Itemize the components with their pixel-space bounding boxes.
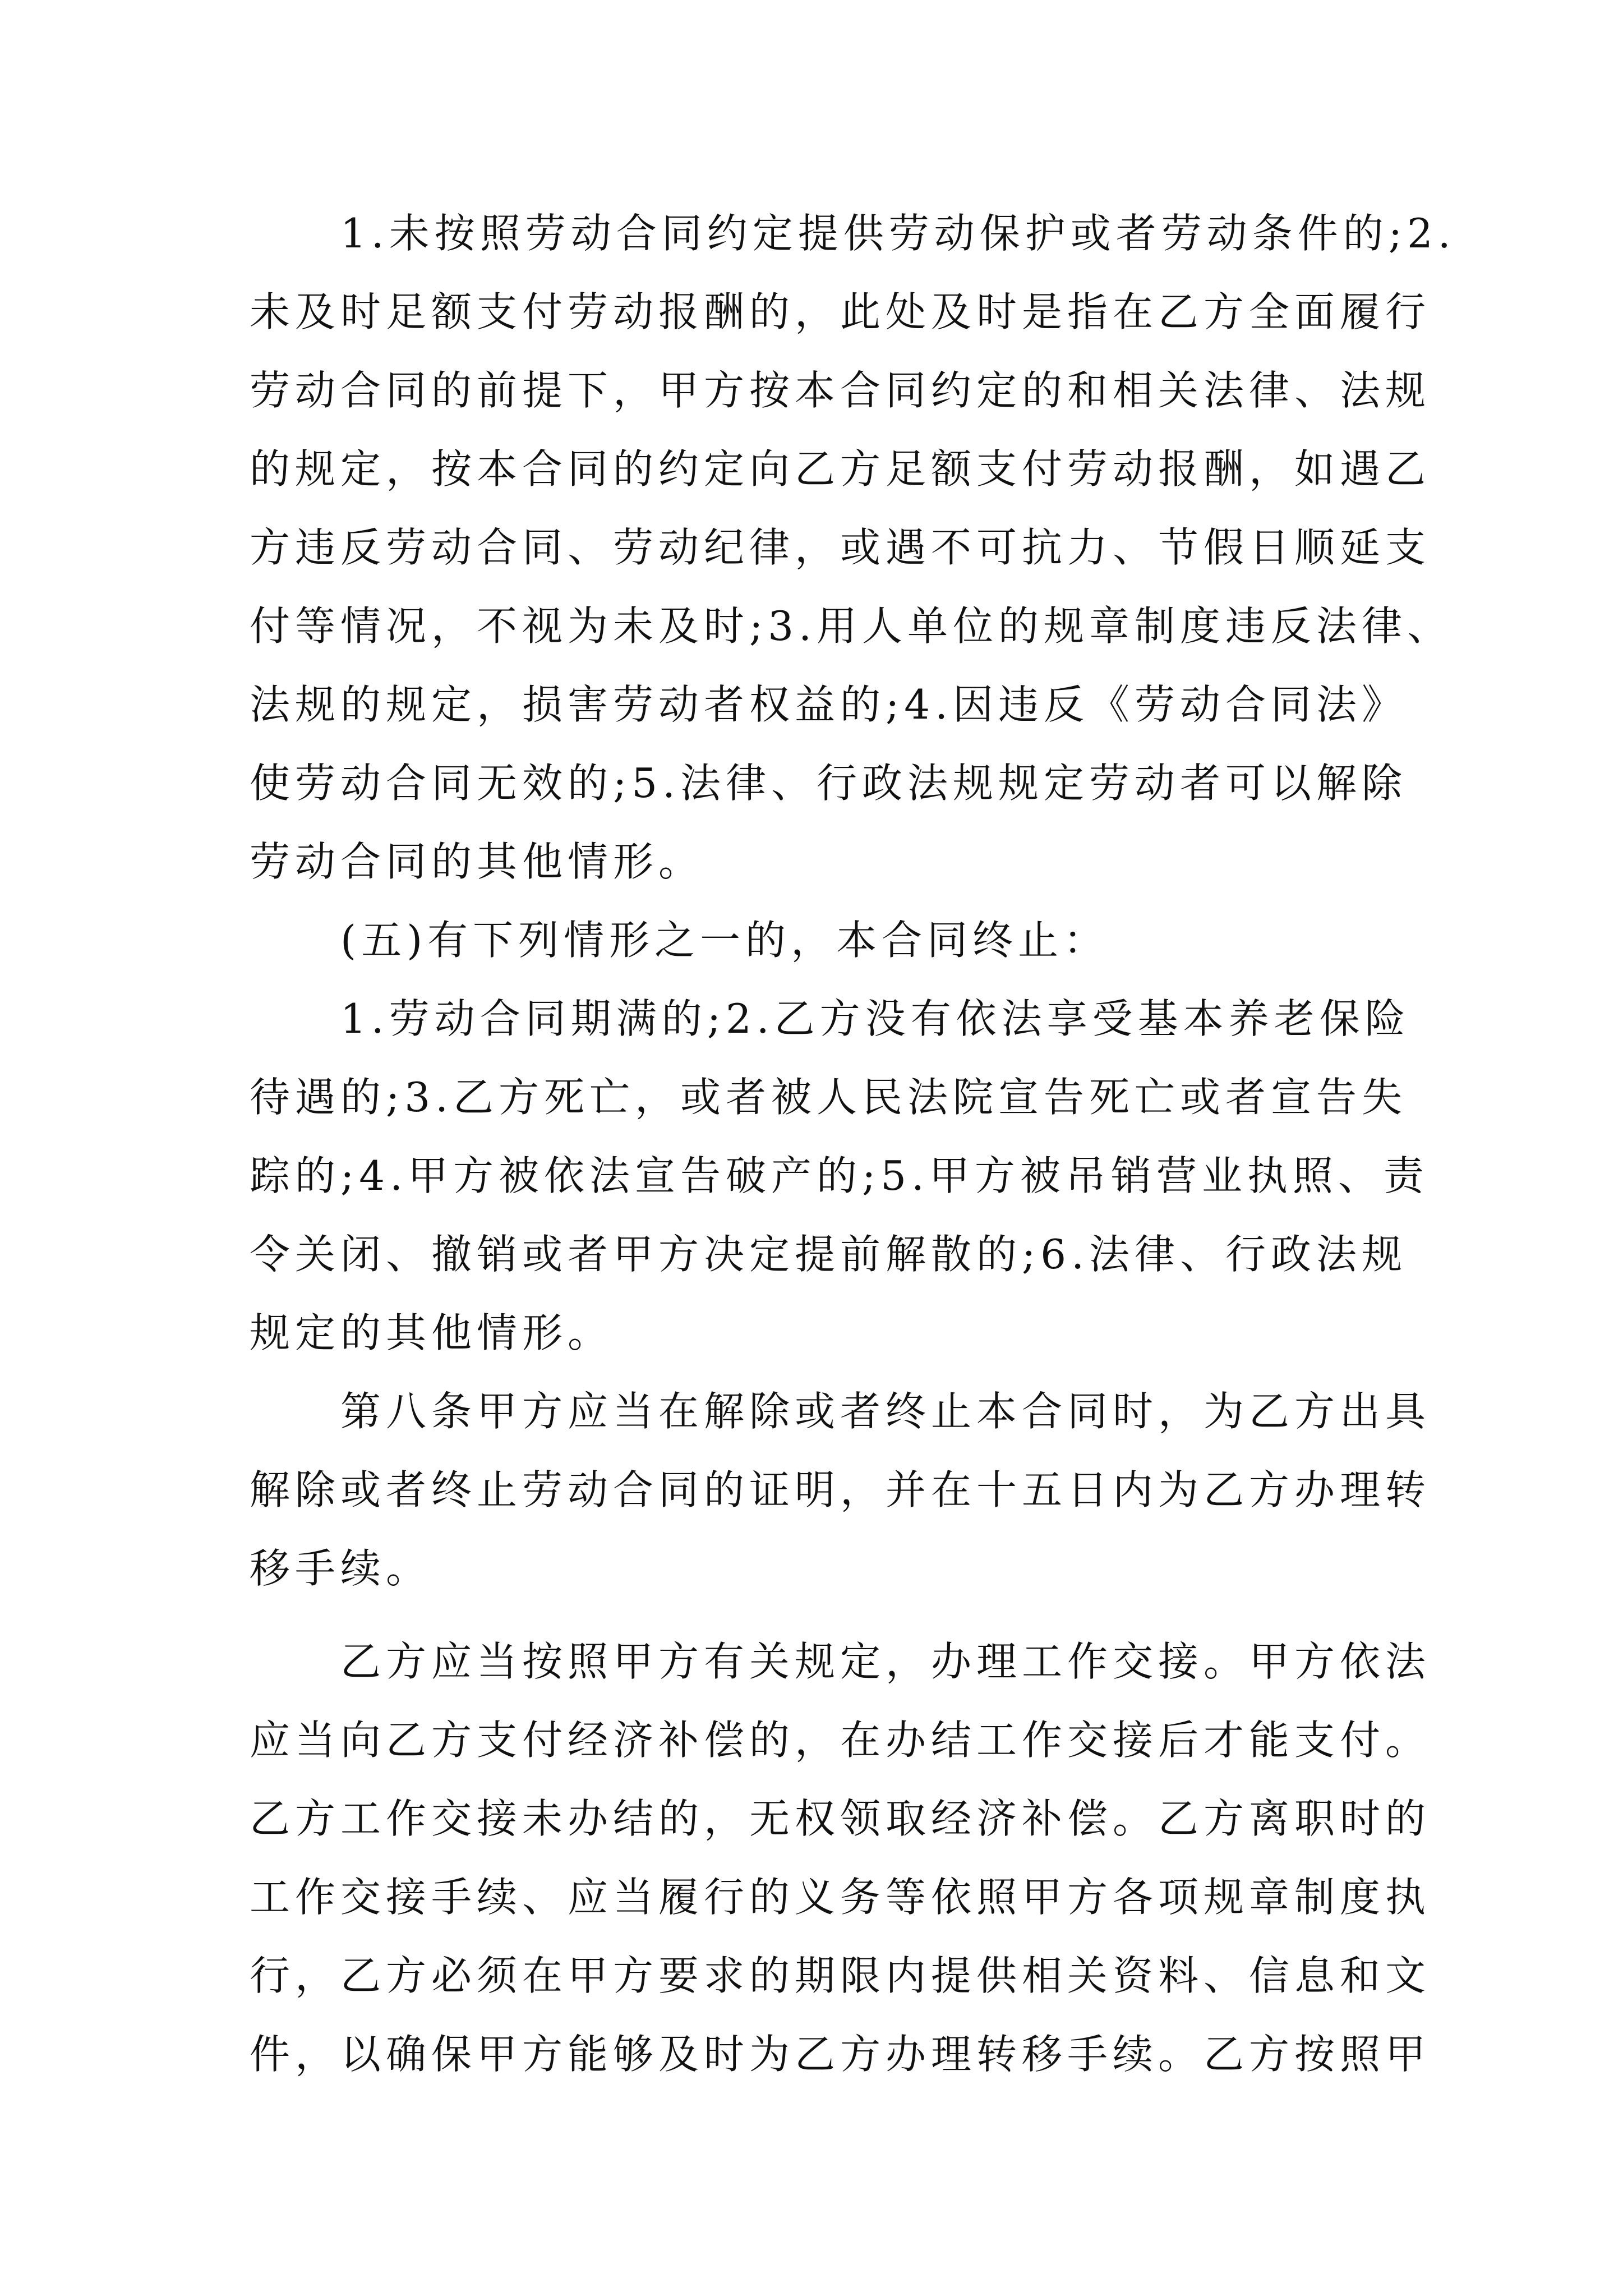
text-line: 1.劳动合同期满的;2.乙方没有依法享受基本养老保险: [250, 995, 1410, 1042]
text-line: 方违反劳动合同、劳动纪律，或遇不可抗力、节假日顺延支: [250, 524, 1431, 571]
text-line: 乙方工作交接未办结的，无权领取经济补偿。乙方离职时的: [250, 1795, 1431, 1842]
paragraph-gap: [250, 1608, 1388, 1622]
contract-body-text: [250, 194, 1456, 2093]
text-line: 待遇的;3.乙方死亡，或者被人民法院宣告死亡或者宣告失: [250, 1074, 1407, 1121]
text-line: 行，乙方必须在甲方要求的期限内提供相关资料、信息和文: [250, 1952, 1431, 1999]
text-line: 未及时足额支付劳动报酬的，此处及时是指在乙方全面履行: [250, 288, 1431, 335]
text-line: 使劳动合同无效的;5.法律、行政法规规定劳动者可以解除: [250, 760, 1407, 807]
text-line: 应当向乙方支付经济补偿的，在办结工作交接后才能支付。: [250, 1717, 1431, 1764]
text-line: 乙方应当按照甲方有关规定，办理工作交接。甲方依法: [250, 1638, 1431, 1685]
text-line: 令关闭、撤销或者甲方决定提前解散的;6.法律、行政法规: [250, 1231, 1407, 1278]
text-line: 付等情况，不视为未及时;3.用人单位的规章制度违反法律、: [250, 602, 1453, 650]
text-line: 1.未按照劳动合同约定提供劳动保护或者劳动条件的;2.: [250, 210, 1456, 257]
text-line: 劳动合同的前提下，甲方按本合同约定的和相关法律、法规: [250, 367, 1431, 414]
text-line: (五)有下列情形之一的，本合同终止：: [250, 917, 1109, 964]
text-line: 的规定，按本合同的约定向乙方足额支付劳动报酬，如遇乙: [250, 445, 1431, 493]
text-line: 第八条甲方应当在解除或者终止本合同时，为乙方出具: [250, 1388, 1431, 1435]
text-line: 工作交接手续、应当履行的义务等依照甲方各项规章制度执: [250, 1874, 1431, 1921]
text-line: 法规的规定，损害劳动者权益的;4.因违反《劳动合同法》: [250, 681, 1407, 728]
text-line: 踪的;4.甲方被依法宣告破产的;5.甲方被吊销营业执照、责: [250, 1152, 1429, 1199]
text-line: 移手续。: [250, 1545, 432, 1592]
text-line: 解除或者终止劳动合同的证明，并在十五日内为乙方办理转: [250, 1466, 1431, 1513]
text-line: 件，以确保甲方能够及时为乙方办理转移手续。乙方按照甲: [250, 2031, 1431, 2078]
text-line: 劳动合同的其他情形。: [250, 838, 704, 885]
text-line: 规定的其他情形。: [250, 1309, 614, 1356]
